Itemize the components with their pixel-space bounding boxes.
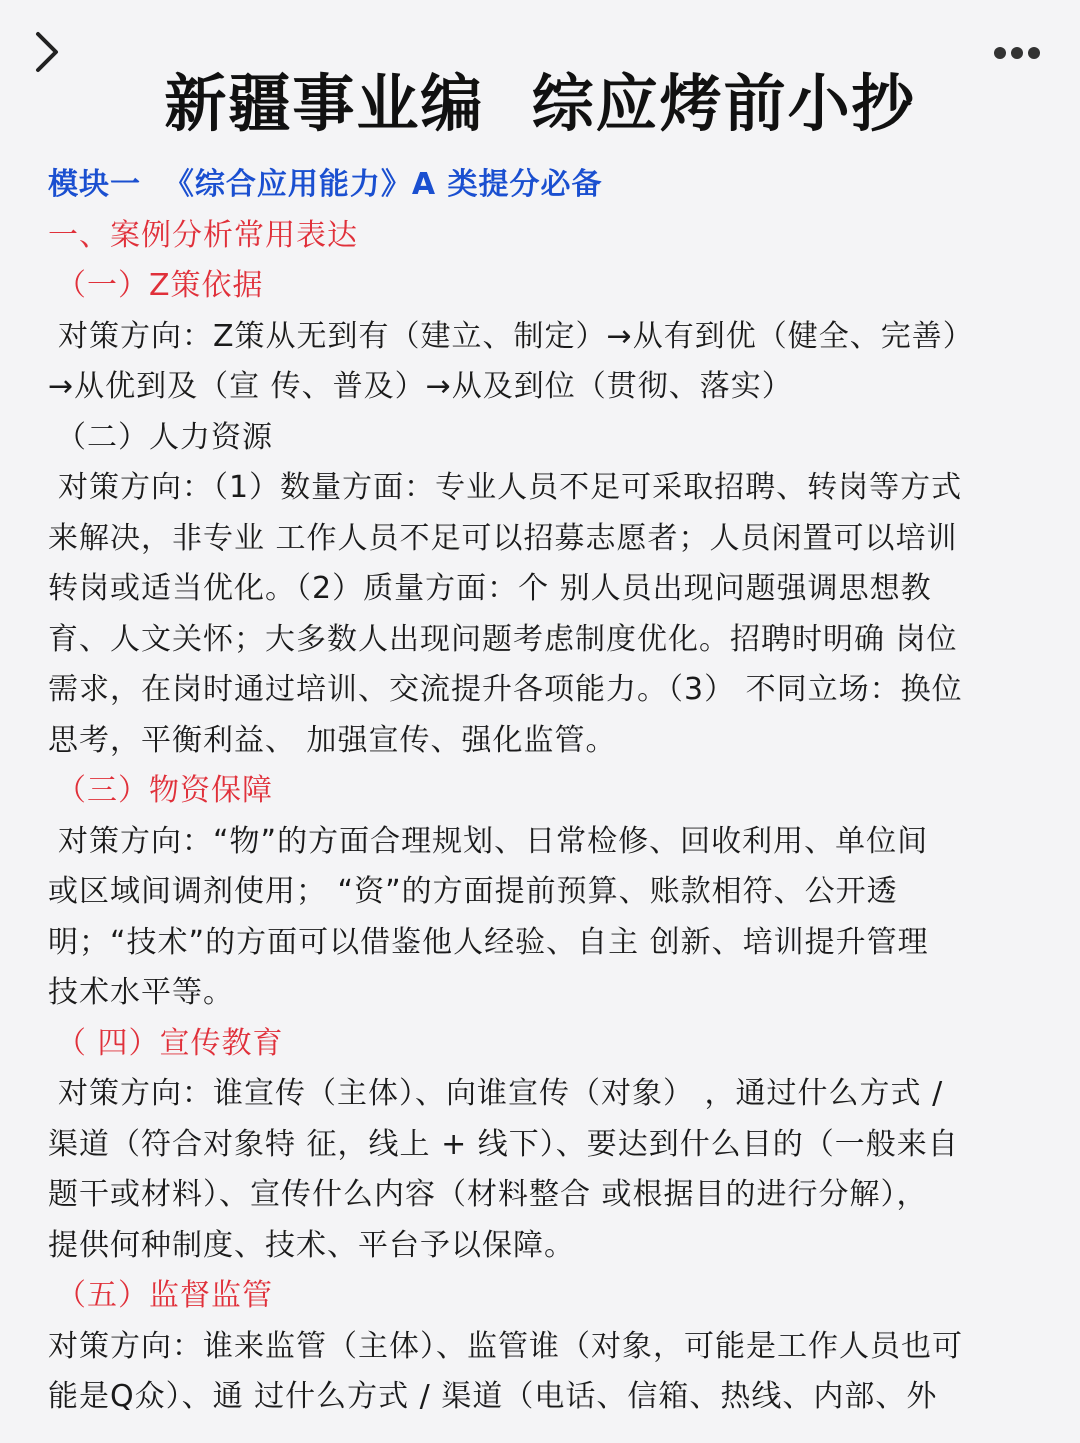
body-line: 渠道（符合对象特 征，线上 + 线下）、要达到什么目的（一般来自 (48, 1126, 959, 1162)
body-line: →从优到及（宣 传、普及）→从及到位（贯彻、落实） (48, 369, 793, 404)
subsection-heading: （五）监督监管 (56, 1278, 273, 1313)
body-line: 对策方向：Z策从无到有（建立、制定）→从有到优（健全、完善） (58, 318, 974, 354)
note-content (48, 160, 1038, 1423)
page-title: 新疆事业编 综应烤前小抄 (164, 67, 916, 140)
subsection-heading: （ 四）宣传教育 (56, 1025, 284, 1061)
body-line: 或区域间调剂使用； “资”的方面提前预算、账款相符、公开透 (48, 874, 898, 909)
body-line: 思考，平衡利益、 加强宣传、强化监管。 (48, 722, 617, 758)
subsection-heading: （三）物资保障 (56, 773, 273, 808)
subsection-heading: （一）Z策依据 (56, 268, 264, 303)
body-line: 技术水平等。 (48, 975, 234, 1010)
body-line: 来解决，非专业 工作人员不足可以招募志愿者；人员闲置可以培训 (48, 520, 958, 556)
body-line: 提供何种制度、技术、平台予以保障。 (48, 1227, 575, 1263)
more-dot-icon (994, 47, 1006, 59)
body-line: 育、人文关怀；大多数人出现问题考虑制度优化。招聘时明确 岗位 (48, 621, 958, 657)
section-heading: 一、案例分析常用表达 (48, 217, 358, 253)
subsection-heading: （二）人力资源 (56, 419, 273, 455)
body-line: 能是Q众）、通 过什么方式 / 渠道（电话、信箱、热线、内部、外 (48, 1379, 938, 1414)
body-line: 对策方向：“物”的方面合理规划、日常检修、回收利用、单位间 (58, 823, 929, 859)
body-line: 题干或材料）、宣传什么内容（材料整合 或根据目的进行分解）， (48, 1177, 928, 1212)
body-line: 需求，在岗时通过培训、交流提升各项能力。（3） 不同立场：换位 (48, 672, 963, 707)
body-line: 对策方向：（1）数量方面：专业人员不足可采取招聘、转岗等方式 (58, 470, 963, 505)
more-dot-icon (1028, 47, 1040, 59)
module-heading: 模块一 《综合应用能力》A 类提分必备 (48, 167, 603, 202)
body-line: 对策方向：谁宣传（主体）、向谁宣传（对象） ，通过什么方式 / (58, 1076, 944, 1111)
body-line: 转岗或适当优化。（2）质量方面：个 别人员出现问题强调思想教 (48, 571, 932, 606)
body-line: 明；“技术”的方面可以借鉴他人经验、自主 创新、培训提升管理 (48, 924, 929, 960)
body-line: 对策方向：谁来监管（主体）、监管谁（对象，可能是工作人员也可 (48, 1328, 963, 1364)
more-dot-icon (1011, 47, 1023, 59)
